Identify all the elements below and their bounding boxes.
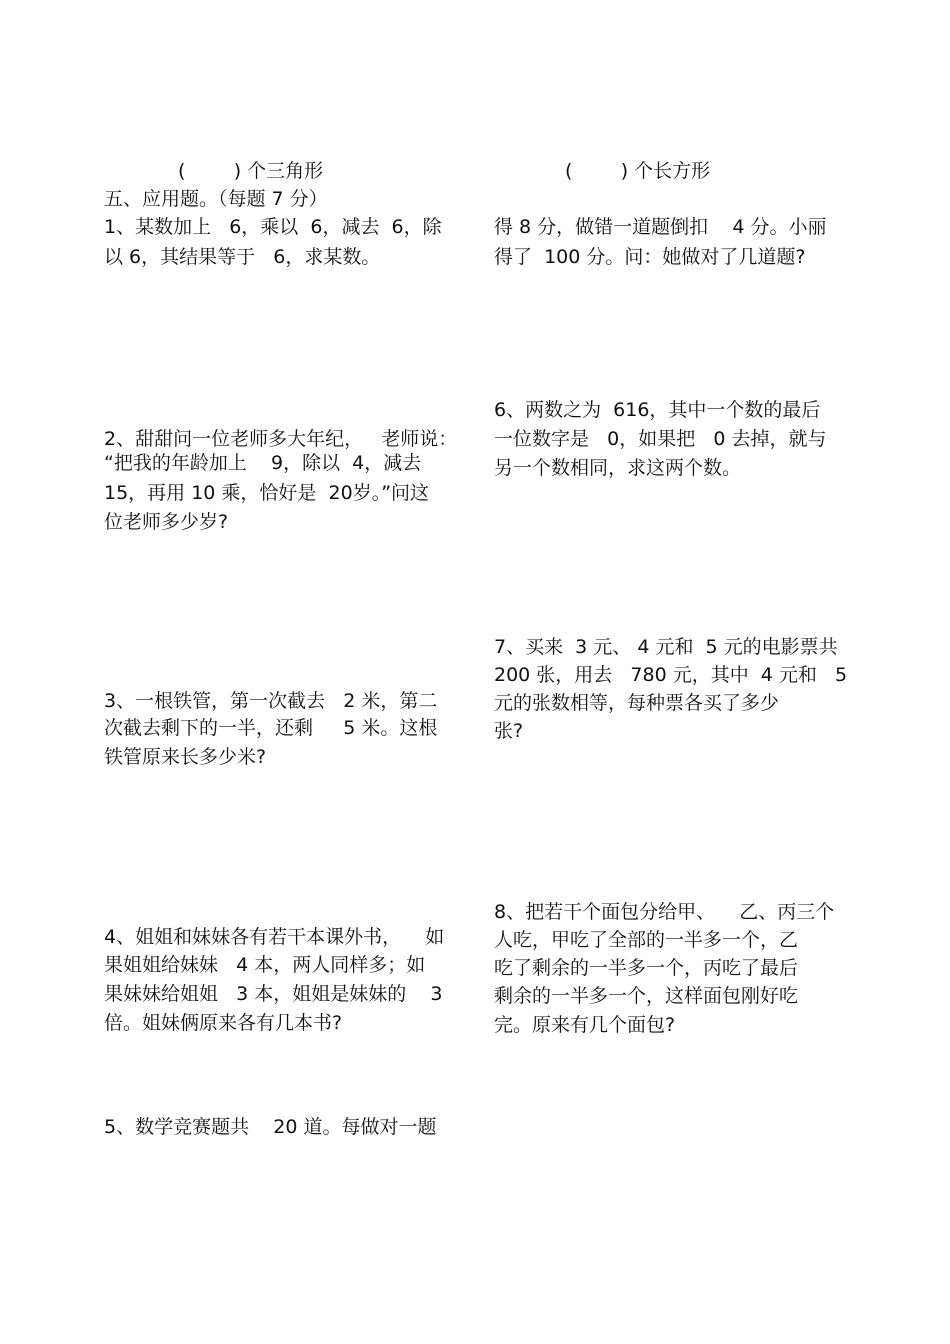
question-line: 吃了剩余的一半多一个，丙吃了最后	[494, 957, 799, 979]
question-line: 果姐姐给妹妹 4 本，两人同样多；如	[104, 954, 426, 976]
section-title: 五、应用题。（每题 7 分）	[104, 188, 328, 210]
question-line: 8、把若干个面包分给甲、 乙、丙三个	[494, 901, 835, 923]
question-line: 果妹妹给姐姐 3 本，姐姐是妹妹的 3	[104, 983, 443, 1005]
question-line: 4、姐姐和妹妹各有若干本课外书， 如	[104, 926, 445, 948]
question-line: 2、甜甜问一位老师多大年纪， 老师说：	[104, 428, 458, 450]
question-line: 5、数学竞赛题共 20 道。每做对一题	[104, 1116, 437, 1138]
question-line: 3、一根铁管，第一次截去 2 米，第二	[104, 690, 438, 712]
question-line: 得 8 分，做错一道题倒扣 4 分。小丽	[494, 216, 827, 238]
question-line: 以 6，其结果等于 6，求某数。	[104, 246, 381, 268]
question-line: 铁管原来长多少米?	[104, 746, 267, 768]
question-line: 一位数字是 0，如果把 0 去掉，就与	[494, 428, 827, 450]
question-line: 完。原来有几个面包?	[494, 1014, 676, 1036]
question-line: 6、两数之为 616，其中一个数的最后	[494, 399, 821, 421]
question-line: 次截去剩下的一半，还剩 5 米。这根	[104, 717, 438, 739]
rectangle-count-blank: ( ) 个长方形	[565, 160, 711, 182]
question-line: 人吃，甲吃了全部的一半多一个，乙	[494, 929, 799, 951]
question-line: 位老师多少岁?	[104, 511, 229, 533]
question-line: 张?	[494, 720, 524, 742]
question-line: 1、某数加上 6，乘以 6，减去 6，除	[104, 216, 442, 238]
question-line: 剩余的一半多一个，这样面包刚好吃	[494, 985, 799, 1007]
question-line: 得了 100 分。问：她做对了几道题?	[494, 246, 806, 268]
question-line: 15，再用 10 乘，恰好是 20岁。”问这	[104, 482, 430, 504]
question-line: 元的张数相等，每种票各买了多少	[494, 692, 780, 714]
question-line: 200 张，用去 780 元，其中 4 元和 5	[494, 664, 848, 686]
question-line: “把我的年龄加上 9，除以 4，减去	[104, 452, 422, 474]
triangle-count-blank: ( ) 个三角形	[178, 160, 324, 182]
question-line: 另一个数相同，求这两个数。	[494, 457, 742, 479]
question-line: 倍。姐妹俩原来各有几本书?	[104, 1012, 343, 1034]
question-line: 7、买来 3 元、 4 元和 5 元的电影票共	[494, 636, 838, 658]
